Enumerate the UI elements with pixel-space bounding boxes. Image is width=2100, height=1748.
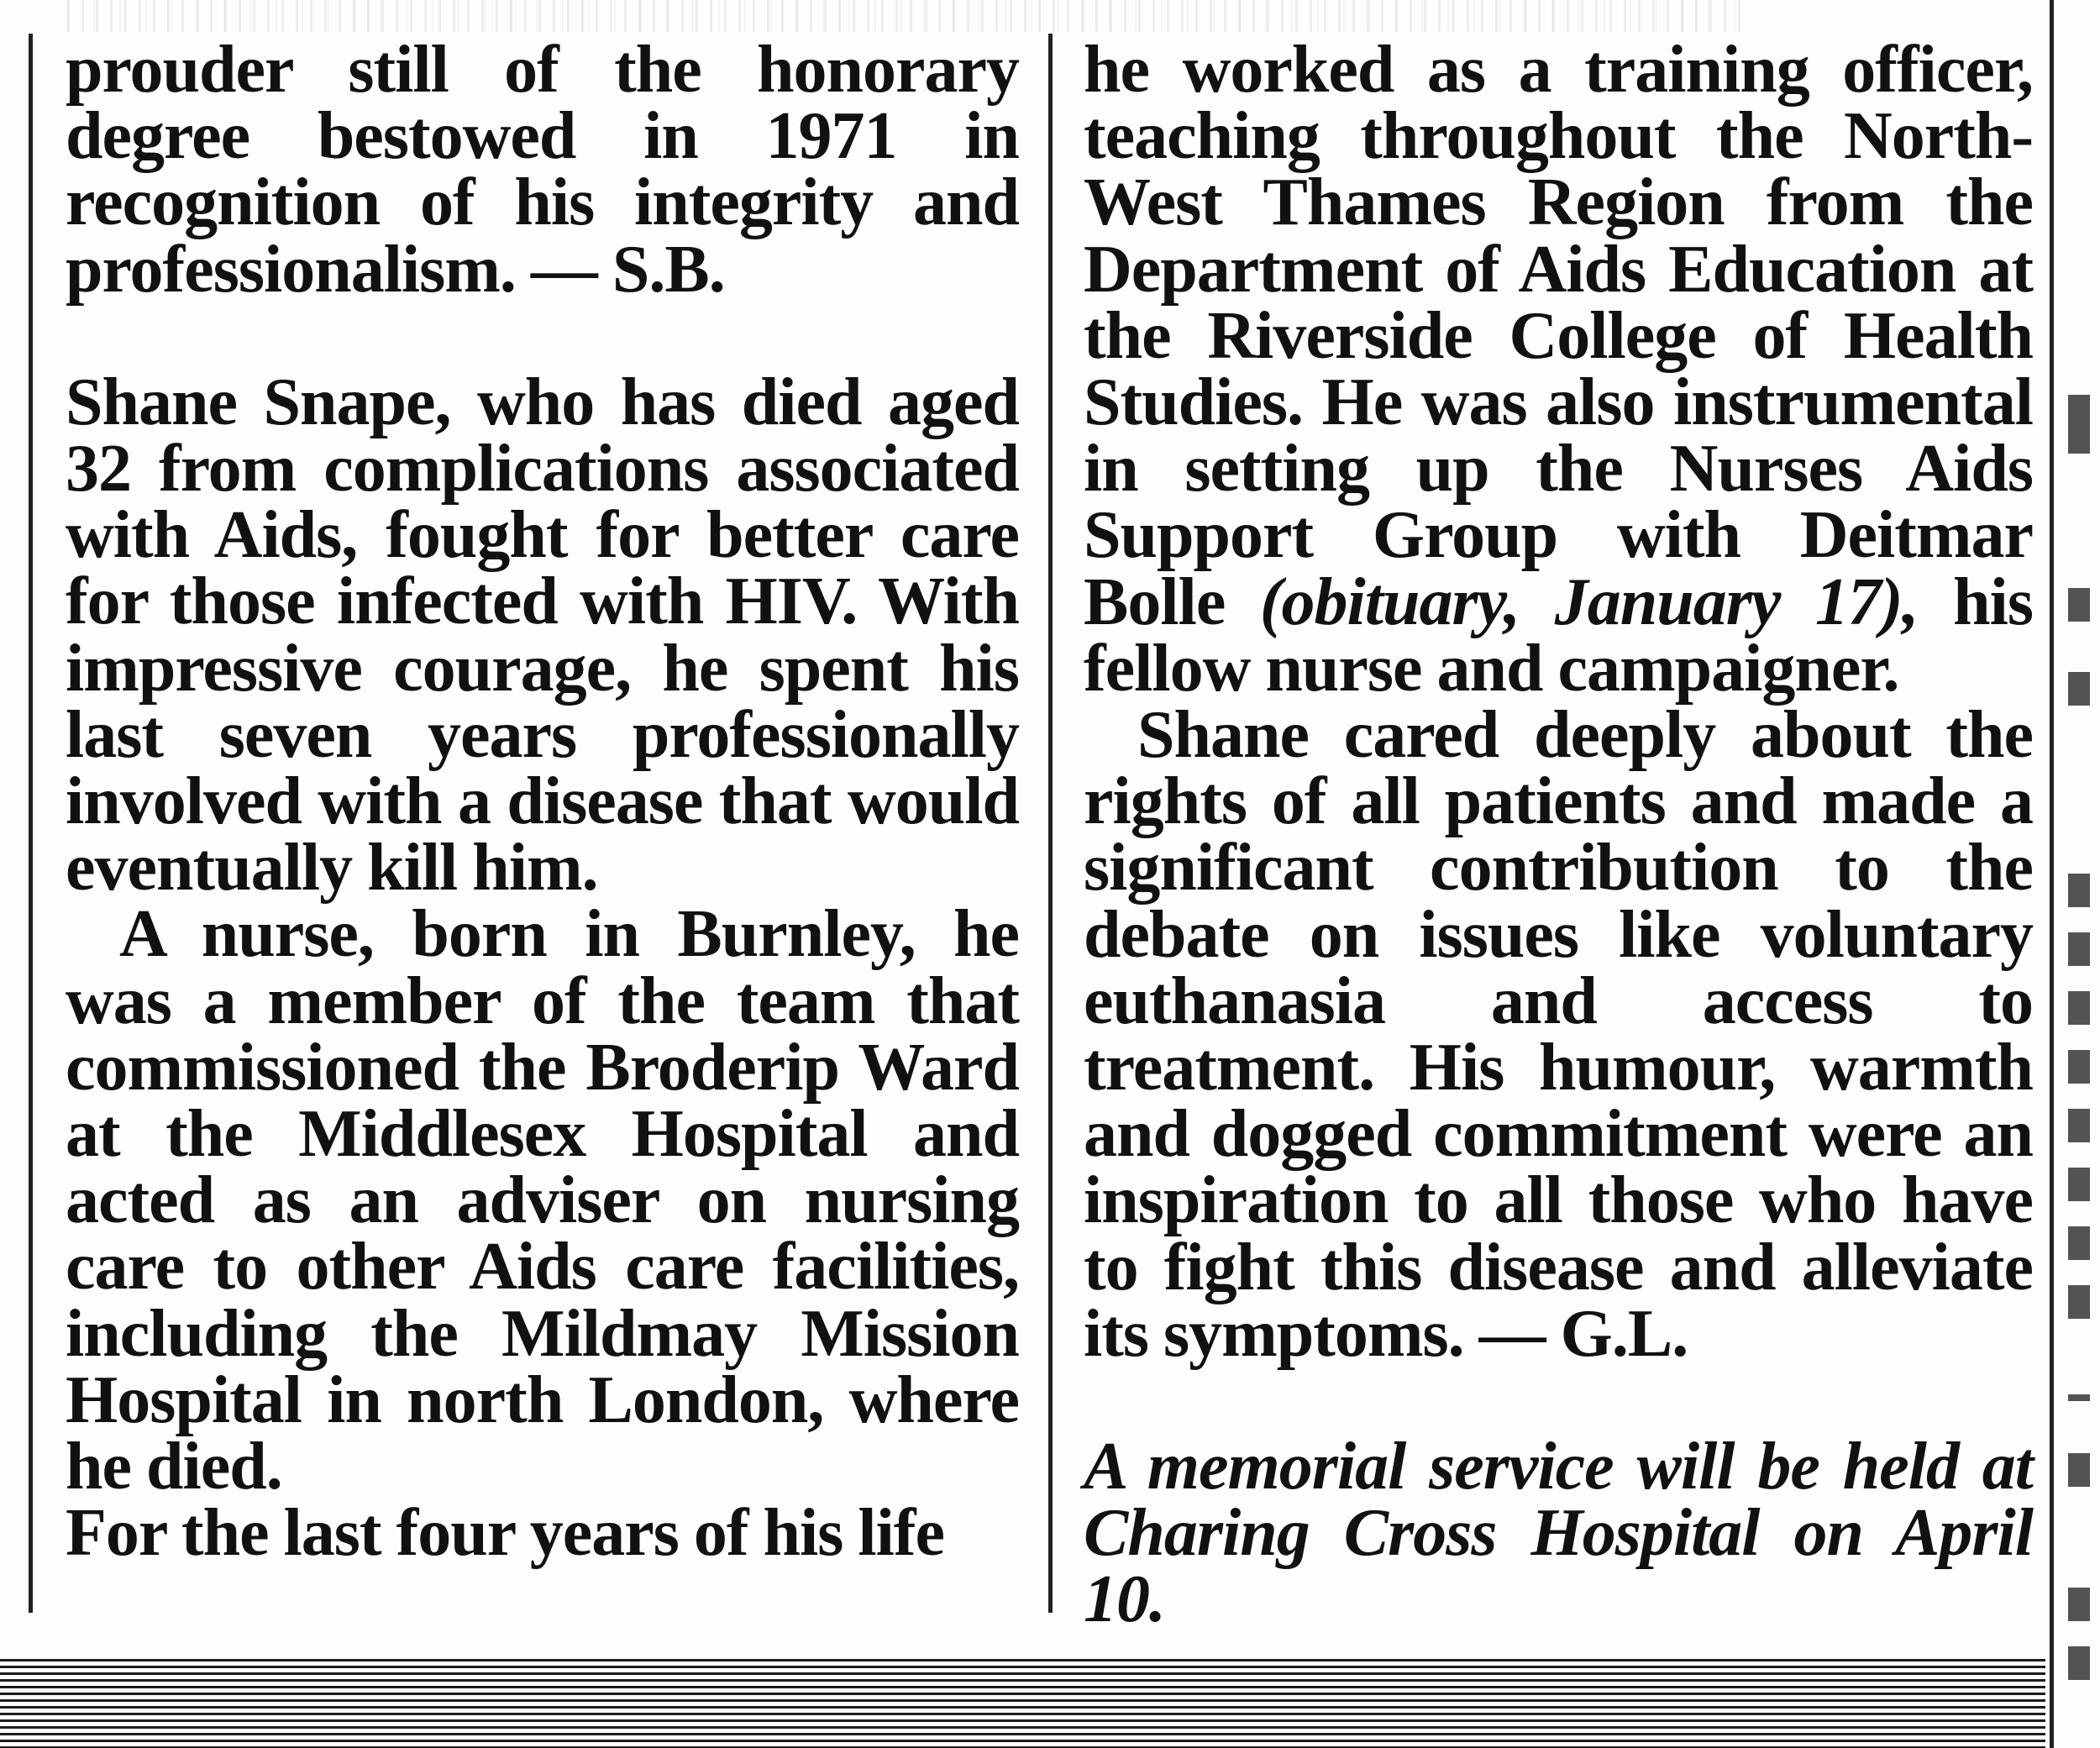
left-paragraph-2 [66,365,1019,905]
bottom-rule-bands [0,1659,2045,1748]
right-paragraph-2: Shane cared deeply about the rights of all patients and made a significant contribution to the debate on issues like voluntary euthanasia and access to treatment. His humour, warmth and dogged commitment were an inspiration to all those who have to fight this disease and alleviate its symptoms. — G.L. [1084,698,2033,1371]
left-paragraph-4: For the last four years of his life [66,1496,945,1571]
left-paragraph-1: prouder still of the honorary degree bestowed in 1971 in recognition of his integrity and professionalism. — S.B. [66,33,1019,307]
right-column-rule [2050,0,2054,1748]
middle-column-rule [1048,34,1053,1613]
obituary-name: Shane Snape, [66,365,451,439]
adjacent-column-fragment [2060,0,2100,1748]
scan-noise [67,0,1747,32]
left-column-rule [29,34,33,1613]
obituary-reference: (obituary, January 17), [1259,564,1919,639]
right-paragraph-1 [1084,33,2033,706]
right-paragraph-1-end: his fellow nurse and campaigner. [1084,564,2033,706]
memorial-notice: A memorial service will be held at Charing Cross Hospital on April 10. [1084,1430,2033,1637]
left-paragraph-2-text: who has died aged 32 from complications associated with Aids, fought for better care for those infected with HIV. With impressive courage, he spent his last seven years professionally involved with a disease that would eventually kill him. [66,365,1019,905]
left-column [66,33,1019,1571]
left-paragraph-3: A nurse, born in Burnley, he was a member of the team that commissioned the Broderip Ward at the Middlesex Hospital and acted as an adviser on nursing care to other Aids care facilities, including the Mildmay Mission Hospital in north London, where he died. [66,897,1019,1504]
right-column [1084,33,2033,1637]
right-paragraph-1-start: he worked as a training officer, teaching throughout the North-West Thames Region from the Department of Aids Education at the Riverside College of Health Studies. He was also instrumental in setting up the Nurses Aids Support Group with Deitmar Bolle [1084,33,2033,639]
